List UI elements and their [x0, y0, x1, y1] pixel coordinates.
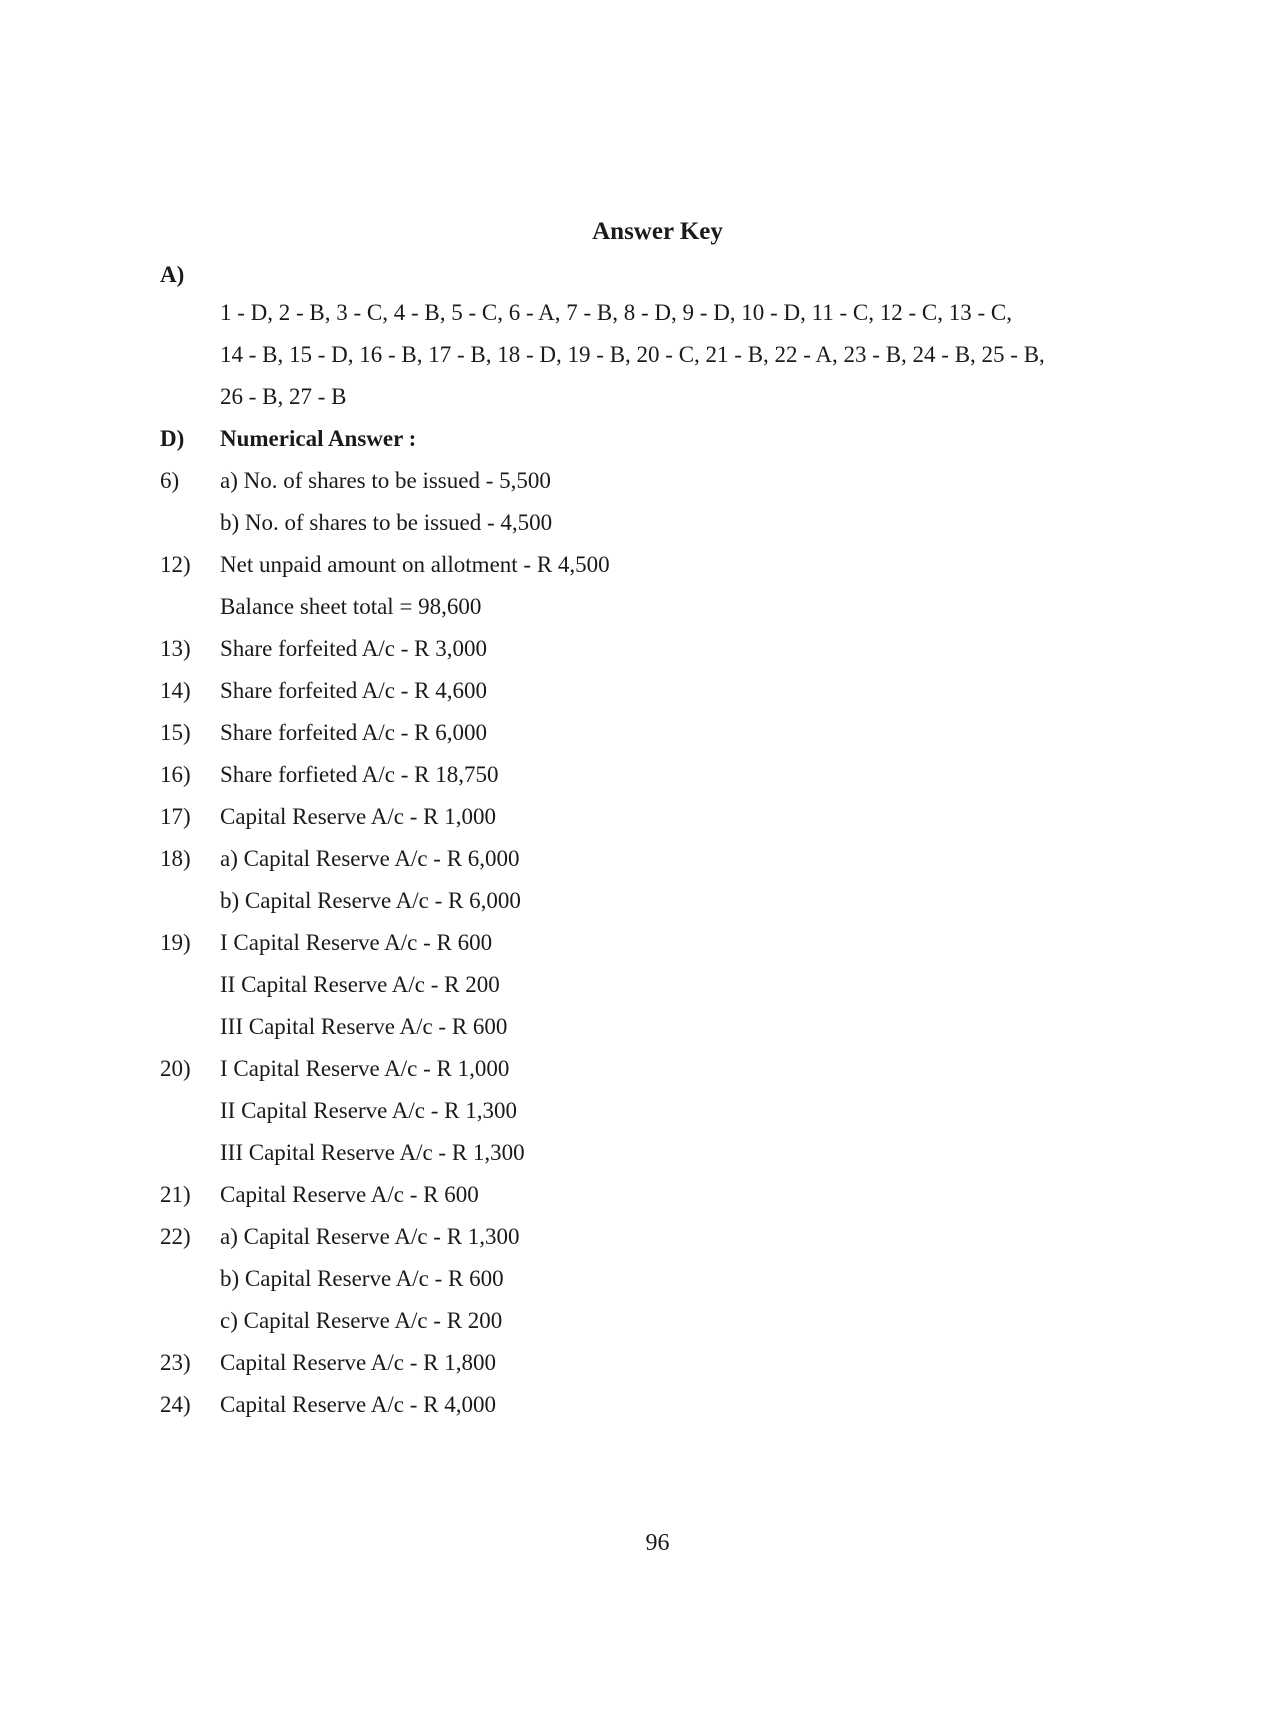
answer-number: 12) — [160, 552, 191, 577]
answer-number: 19) — [160, 930, 191, 955]
answer-text: III Capital Reserve A/c - R 600 — [220, 1014, 508, 1039]
answer-number: 6) — [160, 468, 180, 493]
answer-row — [0, 1006, 1275, 1048]
mcq-line-text: 26 - B, 27 - B — [220, 384, 347, 409]
mcq-line — [0, 292, 1275, 334]
answer-number: 15) — [160, 720, 191, 745]
answer-text: b) Capital Reserve A/c - R 6,000 — [220, 888, 521, 913]
answer-row — [0, 1048, 1275, 1090]
mcq-line-text: 1 - D, 2 - B, 3 - C, 4 - B, 5 - C, 6 - A, 7 - B, 8 - D, 9 - D, 10 - D, 11 - C, 12 - C, 13 - C, — [220, 300, 1012, 325]
answer-text: Balance sheet total = 98,600 — [220, 594, 482, 619]
answer-text: Share forfeited A/c - R 3,000 — [220, 636, 487, 661]
section-a-label: A) — [160, 262, 185, 287]
answer-text: Capital Reserve A/c - R 1,000 — [220, 804, 496, 829]
answer-number: 24) — [160, 1392, 191, 1417]
answer-text: Share forfeited A/c - R 4,600 — [220, 678, 487, 703]
answer-number: 14) — [160, 678, 191, 703]
answer-text: b) No. of shares to be issued - 4,500 — [220, 510, 553, 535]
answer-text: II Capital Reserve A/c - R 1,300 — [220, 1098, 518, 1123]
answer-number: 22) — [160, 1224, 191, 1249]
answer-row — [0, 1090, 1275, 1132]
answer-row — [0, 586, 1275, 628]
answer-row — [0, 544, 1275, 586]
answer-number: 17) — [160, 804, 191, 829]
answer-row — [0, 1384, 1275, 1426]
section-d-label: D) — [160, 426, 185, 451]
answer-number: 16) — [160, 762, 191, 787]
answer-text: Capital Reserve A/c - R 600 — [220, 1182, 479, 1207]
section-a-row — [0, 254, 1275, 296]
answer-text: Share forfeited A/c - R 6,000 — [220, 720, 487, 745]
answer-row — [0, 922, 1275, 964]
answer-row — [0, 754, 1275, 796]
answer-row — [0, 964, 1275, 1006]
answer-row — [0, 670, 1275, 712]
answer-text: Net unpaid amount on allotment - R 4,500 — [220, 552, 610, 577]
answer-text: I Capital Reserve A/c - R 1,000 — [220, 1056, 510, 1081]
answer-row — [0, 1258, 1275, 1300]
section-d-row — [0, 418, 1275, 460]
answer-text: Capital Reserve A/c - R 1,800 — [220, 1350, 496, 1375]
answer-text: Capital Reserve A/c - R 4,000 — [220, 1392, 496, 1417]
answer-text: a) Capital Reserve A/c - R 1,300 — [220, 1224, 520, 1249]
mcq-line-text: 14 - B, 15 - D, 16 - B, 17 - B, 18 - D, 19 - B, 20 - C, 21 - B, 22 - A, 23 - B, 24 - B, 25 - B, — [220, 342, 1045, 367]
answer-text: II Capital Reserve A/c - R 200 — [220, 972, 500, 997]
answer-row — [0, 502, 1275, 544]
answer-text: Share forfieted A/c - R 18,750 — [220, 762, 499, 787]
answer-text: III Capital Reserve A/c - R 1,300 — [220, 1140, 525, 1165]
answer-row — [0, 1300, 1275, 1342]
answer-text: I Capital Reserve A/c - R 600 — [220, 930, 493, 955]
page-number: 96 — [645, 1530, 670, 1556]
answer-text: a) No. of shares to be issued - 5,500 — [220, 468, 551, 493]
answer-row — [0, 460, 1275, 502]
page-title: Answer Key — [592, 218, 723, 245]
answer-row — [0, 1216, 1275, 1258]
answer-row — [0, 880, 1275, 922]
answer-text: b) Capital Reserve A/c - R 600 — [220, 1266, 504, 1291]
answer-row — [0, 1174, 1275, 1216]
answer-number: 13) — [160, 636, 191, 661]
mcq-line — [0, 376, 1275, 418]
answer-row — [0, 712, 1275, 754]
answer-text: c) Capital Reserve A/c - R 200 — [220, 1308, 503, 1333]
answer-row — [0, 838, 1275, 880]
answer-number: 23) — [160, 1350, 191, 1375]
answer-text: a) Capital Reserve A/c - R 6,000 — [220, 846, 520, 871]
answer-number: 20) — [160, 1056, 191, 1081]
answer-number: 21) — [160, 1182, 191, 1207]
answer-row — [0, 1342, 1275, 1384]
answer-row — [0, 796, 1275, 838]
answer-row — [0, 628, 1275, 670]
answer-row — [0, 1132, 1275, 1174]
answer-number: 18) — [160, 846, 191, 871]
section-d-heading: Numerical Answer : — [220, 426, 417, 451]
mcq-line — [0, 334, 1275, 376]
